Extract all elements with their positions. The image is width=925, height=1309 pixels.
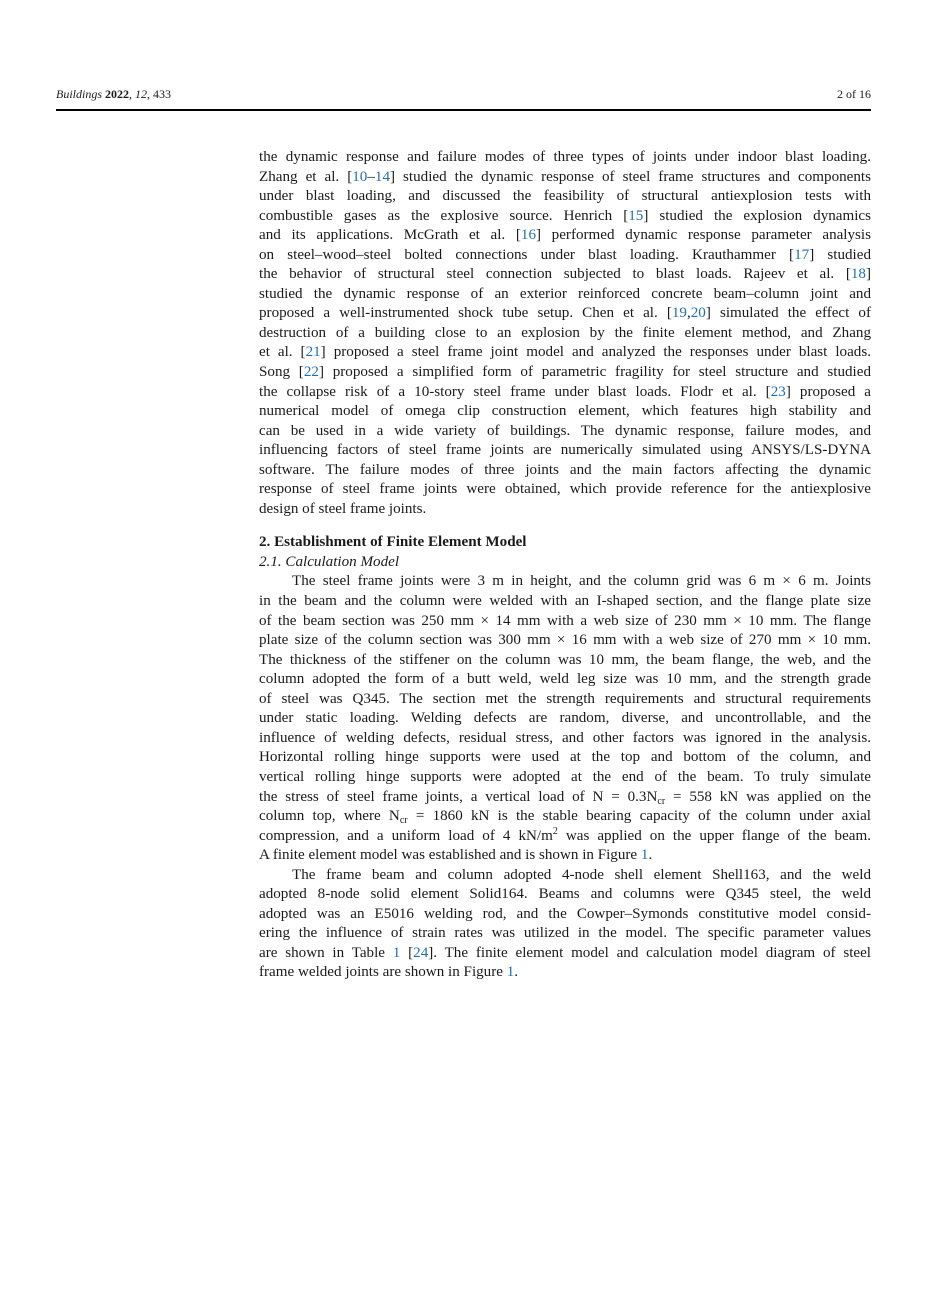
text-line: influencing factors of steel frame joints are numerically simulated using ANSYS/LS-DYNA — [259, 442, 871, 459]
text-line: studied the dynamic response of an exterior reinforced concrete beam–column joint and — [259, 285, 871, 302]
text-line: column top, where $N_{cr} = 1860$ kN is the stable bearing capacity of the column under axial — [259, 808, 871, 827]
ref-link[interactable]: 14 — [374, 168, 390, 185]
ref-link[interactable]: 20 — [690, 305, 706, 322]
text-line: Zhang et al. [10–14] studied the dynamic response of steel frame structures and components — [259, 168, 871, 185]
ref-link[interactable]: 17 — [794, 246, 810, 263]
text-line: ering the influence of strain rates was utilized in the model. The specific parameter values — [259, 925, 871, 942]
text-line: the dynamic response and failure modes of three types of joints under indoor blast loading. — [259, 149, 871, 165]
ref-link[interactable]: 16 — [520, 227, 536, 244]
text-line: numerical model of omega clip construction element, which features high stability and — [259, 403, 871, 420]
table-link[interactable]: 1 — [392, 944, 401, 961]
text-line: et al. [21] proposed a steel frame joint model and analyzed the responses under blast loads. — [259, 344, 871, 361]
header-rule — [56, 109, 871, 111]
ref-link[interactable]: 23 — [770, 383, 786, 400]
text-line: under blast loading, and discussed the feasibility of structural antiexplosion tests with — [259, 188, 871, 205]
ref-link[interactable]: 15 — [628, 207, 644, 224]
ref-link[interactable]: 24 — [413, 944, 429, 961]
text-line: The thickness of the stiffener on the column was 10 mm, the beam flange, the web, and the — [259, 651, 871, 668]
text-line: combustible gases as the explosive source. Henrich [15] studied the explosion dynamics — [259, 207, 871, 224]
text-line: response of steel frame joints were obtained, which provide reference for the antiexplosive — [259, 481, 871, 498]
text-line: in the beam and the column were welded with an I-shaped section, and the flange plate size — [259, 593, 871, 610]
text-line: The frame beam and column adopted 4-node shell element Shell163, and the weld — [292, 866, 871, 883]
text-line: frame welded joints are shown in Figure 1. — [259, 964, 519, 981]
running-header — [56, 87, 871, 103]
text-line: vertical rolling hinge supports were adopted at the end of the beam. To truly simulate — [259, 768, 871, 785]
text-line: software. The failure modes of three joints and the main factors affecting the dynamic — [259, 461, 871, 478]
text-line: on steel–wood–steel bolted connections under blast loading. Krauthammer [17] studied — [259, 246, 871, 263]
text-line: design of steel frame joints. — [259, 500, 427, 517]
text-line: influence of welding defects, residual stress, and other factors was ignored in the analysis. — [259, 729, 871, 746]
text-line: of steel was Q345. The section met the strength requirements and structural requirements — [259, 690, 871, 707]
ref-link[interactable]: 19 — [671, 305, 687, 322]
section-heading: 2. Establishment of Finite Element Model — [259, 534, 527, 551]
text-line: can be used in a wide variety of buildings. The dynamic response, failure modes, and — [259, 422, 871, 439]
intro-paragraph — [259, 148, 871, 519]
journal-volume: 12 — [135, 87, 148, 101]
main-text — [259, 148, 871, 983]
text-line: and its applications. McGrath et al. [16] performed dynamic response parameter analysis — [259, 227, 871, 244]
text-line: Horizontal rolling hinge supports were used at the top and bottom of the column, and — [259, 749, 871, 766]
text-line: of the beam section was 250 mm × 14 mm with a web size of 230 mm × 10 mm. The flange — [259, 612, 871, 629]
figure-link[interactable]: 1 — [640, 847, 649, 864]
text-line: are shown in Table 1 [24]. The finite element model and calculation model diagram of steel — [259, 944, 871, 961]
text-line: destruction of a building close to an explosion by the finite element method, and Zhang — [259, 324, 871, 341]
calculation-model-paragraph-2 — [259, 866, 871, 983]
text-line: adopted was an E5016 welding rod, and the Cowper–Symonds constitutive model consid- — [259, 905, 871, 922]
text-line: compression, and a uniform load of 4 $kN/m^2$ was applied on the upper flange of the beam. — [259, 825, 871, 844]
ref-link[interactable]: 22 — [303, 364, 319, 381]
text-line: Song [22] proposed a simplified form of parametric fragility for steel structure and studied — [259, 364, 871, 381]
text-line: column adopted the form of a butt weld, weld leg size was 10 mm, and the strength grade — [259, 671, 871, 688]
text-line: A finite element model was established and is shown in Figure 1. — [259, 847, 653, 864]
text-line: proposed a well-instrumented shock tube setup. Chen et al. [19,20] simulated the effect of — [259, 305, 871, 322]
ref-link[interactable]: 10 — [352, 168, 368, 185]
ref-link[interactable]: 18 — [850, 266, 866, 283]
calculation-model-paragraph-1 — [259, 572, 871, 865]
journal-citation: Buildings 2022, 12, 433 — [56, 87, 172, 101]
text-line: the stress of steel frame joints, a vertical load of $N = 0.3N_{cr} = 558$ kN was applied on the — [259, 788, 871, 807]
article-number: 433 — [153, 87, 172, 101]
text-line: the collapse risk of a 10-story steel frame under blast loads. Flodr et al. [23] proposed a — [259, 383, 872, 400]
journal-name: Buildings — [56, 87, 103, 101]
journal-year: 2022 — [105, 87, 130, 101]
text-line: the behavior of structural steel connection subjected to blast loads. Rajeev et al. [18] — [259, 266, 871, 283]
ref-link[interactable]: 21 — [305, 344, 321, 361]
text-line: The steel frame joints were 3 m in height, and the column grid was 6 m × 6 m. Joints — [292, 573, 871, 590]
subsection-heading: 2.1. Calculation Model — [259, 553, 400, 570]
page-number: 2 of 16 — [837, 87, 871, 101]
figure-link[interactable]: 1 — [506, 964, 515, 981]
text-line: under static loading. Welding defects are random, diverse, and uncontrollable, and the — [259, 710, 871, 727]
text-line: adopted 8-node solid element Solid164. Beams and columns were Q345 steel, the weld — [259, 886, 871, 903]
text-line: plate size of the column section was 300 mm × 16 mm with a web size of 270 mm × 10 mm. — [259, 632, 871, 649]
